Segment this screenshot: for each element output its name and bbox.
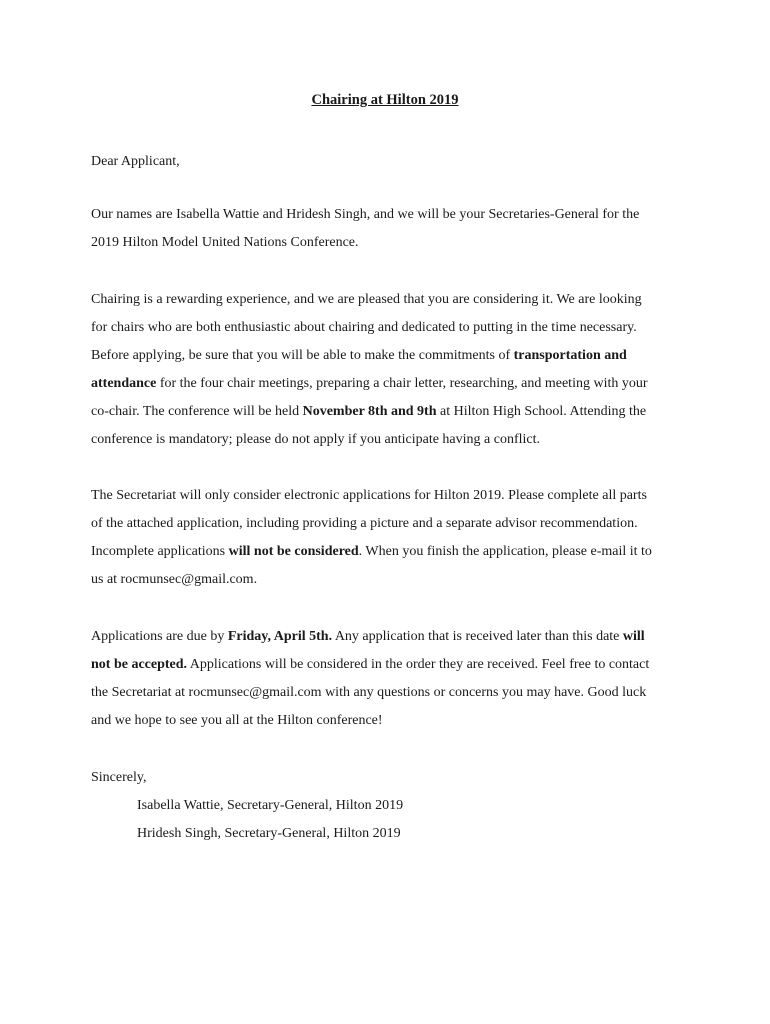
emphasis-text: transportation and — [513, 348, 627, 364]
salutation: Dear Applicant, — [91, 154, 180, 169]
paragraph-line — [91, 370, 691, 398]
emphasis-text: will — [622, 629, 645, 644]
paragraph-line: Our names are Isabella Wattie and Hridesh Singh, and we will be your Secretaries-General for the — [91, 207, 640, 222]
text-run: . When you finish the application, please e-mail it to — [358, 544, 652, 560]
paragraph-line: Chairing is a rewarding experience, and we are pleased that you are considering it. We are looking — [91, 292, 642, 307]
paragraph-commitments — [91, 286, 691, 455]
paragraph-line: and we hope to see you all at the Hilton conference! — [91, 713, 383, 729]
emphasis-text: attendance — [91, 376, 157, 392]
paragraph-introduction — [91, 201, 691, 257]
conference-dates: November 8th and 9th — [302, 404, 437, 420]
paragraph-line: conference is mandatory; please do not apply if you anticipate having a conflict. — [91, 432, 541, 448]
paragraph-line — [91, 538, 691, 566]
paragraph-line — [91, 342, 691, 370]
paragraph-line: for chairs who are both enthusiastic about chairing and dedicated to putting in the time necessary. — [91, 320, 637, 336]
text-run: Before applying, be sure that you will be able to make the commitments of — [91, 348, 514, 364]
paragraph-line: 2019 Hilton Model United Nations Conference. — [91, 235, 359, 251]
text-run: Any application that is received later than this date — [332, 629, 623, 644]
paragraph-line: the Secretariat at rocmunsec@gmail.com with any questions or concerns you may have. Good luck — [91, 685, 647, 701]
paragraph-line: us at rocmunsec@gmail.com. — [91, 572, 258, 588]
paragraph-line — [91, 623, 691, 651]
text-run: Applications will be considered in the order they are received. Feel free to contact — [187, 657, 650, 673]
text-run: for the four chair meetings, preparing a chair letter, researching, and meeting with your — [156, 376, 648, 392]
paragraph-deadline — [91, 623, 691, 735]
signature-hridesh-singh: Hridesh Singh, Secretary-General, Hilton 2019 — [137, 826, 401, 841]
closing: Sincerely, — [91, 770, 147, 785]
paragraph-line: of the attached application, including providing a picture and a separate advisor recommendation. — [91, 516, 638, 532]
signature-isabella-wattie: Isabella Wattie, Secretary-General, Hilton 2019 — [137, 798, 404, 813]
text-run: at Hilton High School. Attending the — [436, 404, 647, 420]
emphasis-text: not be accepted. — [91, 657, 188, 673]
paragraph-applications — [91, 482, 691, 594]
due-date: Friday, April 5th. — [227, 629, 333, 644]
text-run: Applications are due by — [91, 629, 228, 644]
paragraph-line: The Secretariat will only consider electronic applications for Hilton 2019. Please complete all parts — [91, 488, 647, 503]
page-title: Chairing at Hilton 2019 — [311, 92, 459, 108]
emphasis-text: will not be considered — [228, 544, 359, 560]
paragraph-line — [91, 651, 691, 679]
text-run: Incomplete applications — [91, 544, 229, 560]
paragraph-line — [91, 398, 691, 426]
text-run: co-chair. The conference will be held — [91, 404, 303, 420]
